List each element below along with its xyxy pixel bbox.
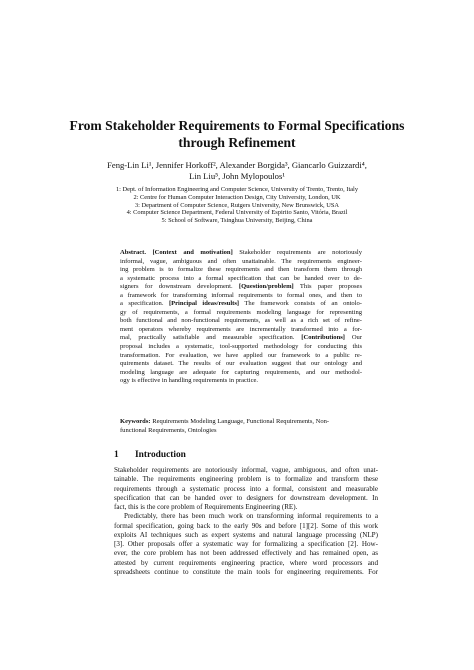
keywords-line [120, 418, 362, 427]
body-line: spreadsheets continue to constitute the main tools for engineering requirements. For [114, 567, 378, 576]
keywords-line: functional Requirements, Ontologies [120, 426, 217, 434]
abstract-text: Stakeholder requirements are notoriously [232, 249, 362, 256]
section-number: 1 [114, 450, 119, 460]
body-line: [3]. Other proposals offer a systematic way for formalizing a specification [2]. How- [114, 540, 378, 548]
abstract-line [120, 283, 362, 292]
abstract-line [120, 300, 362, 309]
abstract-line: ment operators whereby requirements are incrementally transformed into a for- [120, 325, 362, 333]
abstract-label: [Contributions] [301, 334, 345, 342]
body-line: requirements through a systematic process into a formal, consistent and measurable [114, 484, 378, 493]
body-line: Predictably, there has been much work on transforming informal requirements to a [124, 512, 378, 521]
abstract-line: ing problem is to formalize these requirements and then transform them through [120, 266, 362, 274]
affiliation-3: 3: Department of Computer Science, Rutgers University, New Brunswick, USA [134, 201, 340, 209]
affiliation-2: 2: Centre for Human Computer Interaction Design, City University, London, UK [133, 193, 341, 201]
body-line: exploits AI techniques such as expert systems and natural language processing (NLP) [114, 530, 378, 539]
keywords-label: Keywords: [120, 418, 151, 425]
abstract-line: gy of requirements, a formal requirements modeling language for representing [120, 308, 362, 316]
title-line-2: through Refinement [178, 135, 296, 150]
body-line: formal specification, going back to the early 90s and before [1][2]. Some of this work [114, 521, 378, 530]
abstract-line: informal, vague, ambiguous and often unattainable. The requirements engineer- [120, 257, 362, 265]
section-heading [114, 449, 186, 461]
body-line: specification that can be handed over to designers for downstream development. In [114, 493, 378, 502]
abstract-line: ogy is effective in handling requirements in practice. [120, 377, 259, 385]
abstract-line: a systematic process into a formal specification that can be handed over to de- [120, 274, 362, 282]
abstract-line: modeling language are adequate for capturing requirements, and our methodol- [120, 368, 362, 376]
keywords-text: Requirements Modeling Language, Functional Requirements, Non- [150, 418, 330, 425]
affiliation-5: 5: School of Software, Tsinghua University, Beijing, China [161, 217, 313, 225]
title-line-1: From Stakeholder Requirements to Formal Specifications [69, 118, 405, 133]
abstract-text: signers for downstream development. [120, 283, 233, 291]
body-line: ever, the core problem has not been addressed effectively and has remained open, as [114, 549, 378, 558]
abstract-line: quirements dataset. The results of our evaluation suggest that our ontology and [120, 360, 362, 368]
abstract-label: [Principal ideas/results] [168, 300, 240, 308]
abstract-label: Abstract. [Context and motivation] [120, 249, 233, 256]
body-line: Stakeholder requirements are notoriously informal, vague, ambiguous, and often unat- [114, 466, 378, 474]
author-list [70, 160, 404, 182]
abstract-text: a specification. [120, 300, 164, 308]
paper-title [60, 117, 414, 151]
abstract-line: proposal includes a systematic, tool-supported methodology for conducting this [120, 343, 362, 351]
abstract-line: transformation. For evaluation, we have applied our framework to a public re- [120, 351, 362, 359]
body-line: attested by current requirements engineering practice, where word processors and [114, 558, 378, 567]
body-line: tainable. The requirements engineering problem is to formalize and transform these [114, 475, 378, 484]
abstract-text: Our [344, 334, 363, 342]
section-title: Introduction [135, 450, 186, 460]
affiliation-1: 1: Dept. of Information Engineering and Computer Science, University of Trento, Trento, Italy [115, 186, 359, 193]
abstract-line [120, 334, 362, 343]
abstract-line [120, 249, 362, 258]
body-line: fact, this is the core problem of Requirements Engineering (RE). [114, 503, 298, 511]
affiliation-4: 4: Computer Science Department, Federal University of Espirito Santo, Vitória, Brazil [126, 209, 348, 217]
author-line-2: Lin Liu⁵, John Mylopoulos¹ [189, 171, 285, 181]
abstract-line: a framework for transforming informal requirements to formal ones, and then to [120, 291, 362, 299]
abstract [120, 249, 362, 386]
abstract-text: The framework consists of an ontolo- [239, 300, 362, 308]
abstract-text: This paper proposes [293, 283, 362, 291]
abstract-label: [Question/problem] [238, 283, 294, 291]
affiliation-list [40, 186, 434, 225]
introduction-body [114, 466, 378, 577]
keywords [120, 418, 362, 435]
abstract-line: both functional and non-functional requirements, as well as a rich set of refine- [120, 317, 362, 325]
abstract-text: mal, practically satisfiable and measurable specification. [120, 334, 295, 342]
author-line-1: Feng-Lin Li¹, Jennifer Horkoff², Alexander Borgida³, Giancarlo Guizzardi⁴, [107, 160, 367, 170]
